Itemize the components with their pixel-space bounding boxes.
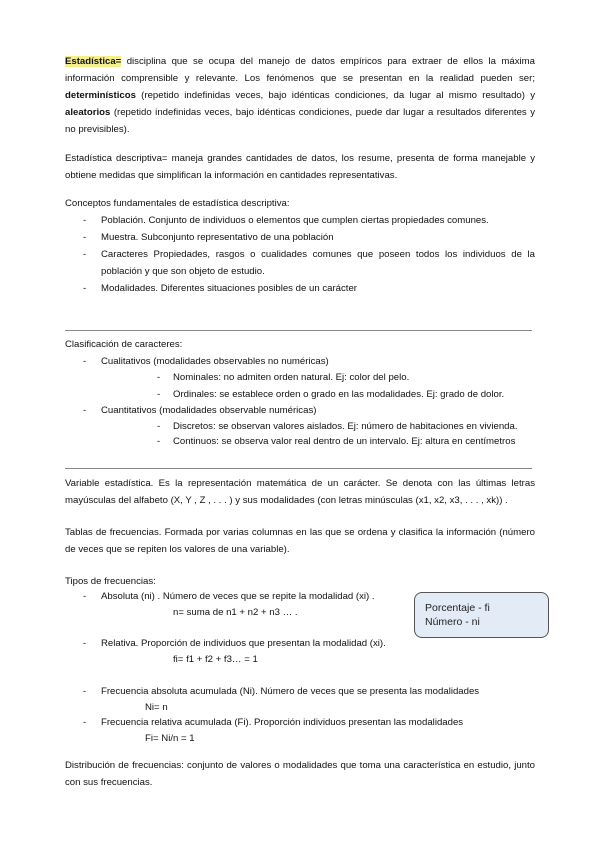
distribucion-paragraph: Distribución de frecuencias: conjunto de valores o modalidades que toma una característica en estudio, junto con sus frecuencias. — [65, 760, 535, 788]
variable-paragraph: Variable estadística. Es la representación matemática de un carácter. Se denota con las últimas letras mayúsculas del alfabeto (X, Y , Z , . . . ) y sus modalidades (con letras minúsculas (x1, x2, x3, . . . , xk)) . — [65, 478, 535, 506]
note-box — [414, 592, 549, 638]
term-estadistica: Estadística= — [65, 56, 122, 67]
list-item: - Caracteres Propiedades, rasgos o cualidades comunes que poseen todos los individuos de la población y que son objeto de estudio. — [83, 249, 535, 277]
formula: fi= f1 + f2 + f3… = 1 — [173, 654, 258, 665]
divider — [65, 468, 532, 469]
clasificacion-title: Clasificación de caracteres: — [65, 339, 183, 350]
term-deterministicos: determinísticos — [65, 90, 136, 101]
divider — [65, 330, 532, 331]
note-line: Porcentaje - fi — [425, 602, 490, 614]
term-aleatorios: aleatorios — [65, 107, 111, 118]
descriptiva-paragraph: Estadística descriptiva= maneja grandes cantidades de datos, los resume, presenta de forma manejable y obtiene medidas que simplifican la información en cantidades representativas. — [65, 153, 535, 181]
formula: Fi= Ni/n = 1 — [145, 733, 195, 744]
formula: Ni= n — [145, 702, 168, 713]
conceptos-title: Conceptos fundamentales de estadística descriptiva: — [65, 198, 290, 209]
document-page: Estadística= disciplina que se ocupa del manejo de datos empíricos para extraer de ellos la máxima información comprensible y relevante. Los fenómenos que se presentan en la realidad pueden ser; determinísticos (repetido indefinidas veces, bajo idénticas condiciones, da lugar al mismo resultado) y aleatorios (repetido indefinidas veces, bajo idénticas condiciones, puede dar lugar a resultados diferentes y no previsibles). Estadística descriptiva= maneja grandes cantidades de datos, los resume, presenta de forma manejable y obtiene medidas que simplifican la información en cantidades representativas. Conceptos fundamentales de estadística descriptiva: - Población. Conjunto de individuos o elementos que cumplen ciertas propiedades comunes. - Muestra. Subconjunto representativo de una población - Caracteres Propiedades, rasgos o cualidades comunes que poseen todos los individuos de la población y que son objeto de estudio. - Modalidades. Diferentes situaciones posibles de un carácter Clasificación de caracteres: - Cualitativos (modalidades observables no numéricas) - Nominales: no admiten orden natural. Ej: color del pelo. - Ordinales: se establece orden o grado en las modalidades. Ej: grado de dolor. - Cuantitativos (modalidades observable numéricas) - Discretos: se observan valores aislados. Ej: número de habitaciones en vivienda. - Continuos: se observa valor real dentro de un intervalo. Ej: altura en centímetros Variable estadística. Es la representación matemática de un carácter. Se denota con las últimas letras mayúsculas del alfabeto (X, Y , Z , . . . ) y sus modalidades (con letras minúsculas (x1, x2, x3, . . . , xk)) . Tablas de frecuencias. Formada por varias columnas en las que se ordena y clasifica la información (número de veces que se repiten los valores de una variable). Tipos de frecuencias: - Absoluta (ni) . Número de veces que se repite la modalidad (xi) . n= suma de n1 + n2 + n3 … . - Relativa. Proporción de individuos que presentan la modalidad (xi). fi= f1 + f2 + f3… = 1 - Frecuencia absoluta acumulada (Ni). Número de veces que se presenta las modalidades Ni= n - Frecuencia relativa acumulada (Fi). Proporción individuos presentan las modalidades Fi= Ni/n = 1 Porcentaje - fi Número - ni Distribución de frecuencias: conjunto de valores o modalidades que toma una característica en estudio, junto con sus frecuencias. — [0, 0, 600, 848]
note-line: Número - ni — [425, 616, 480, 628]
tablas-paragraph: Tablas de frecuencias. Formada por varias columnas en las que se ordena y clasifica la información (número de veces que se repiten los valores de una variable). — [65, 527, 535, 555]
intro-paragraph: Estadística= disciplina que se ocupa del manejo de datos empíricos para extraer de ellos la máxima información comprensible y relevante. Los fenómenos que se presentan en la realidad pueden ser; determinísticos (repetido indefinidas veces, bajo idénticas condiciones, da lugar al mismo resultado) y aleatorios (repetido indefinidas veces, bajo idénticas condiciones, puede dar lugar a resultados diferentes y no previsibles). — [65, 56, 535, 135]
formula: n= suma de n1 + n2 + n3 … . — [173, 607, 298, 618]
tipos-title: Tipos de frecuencias: — [65, 576, 156, 587]
